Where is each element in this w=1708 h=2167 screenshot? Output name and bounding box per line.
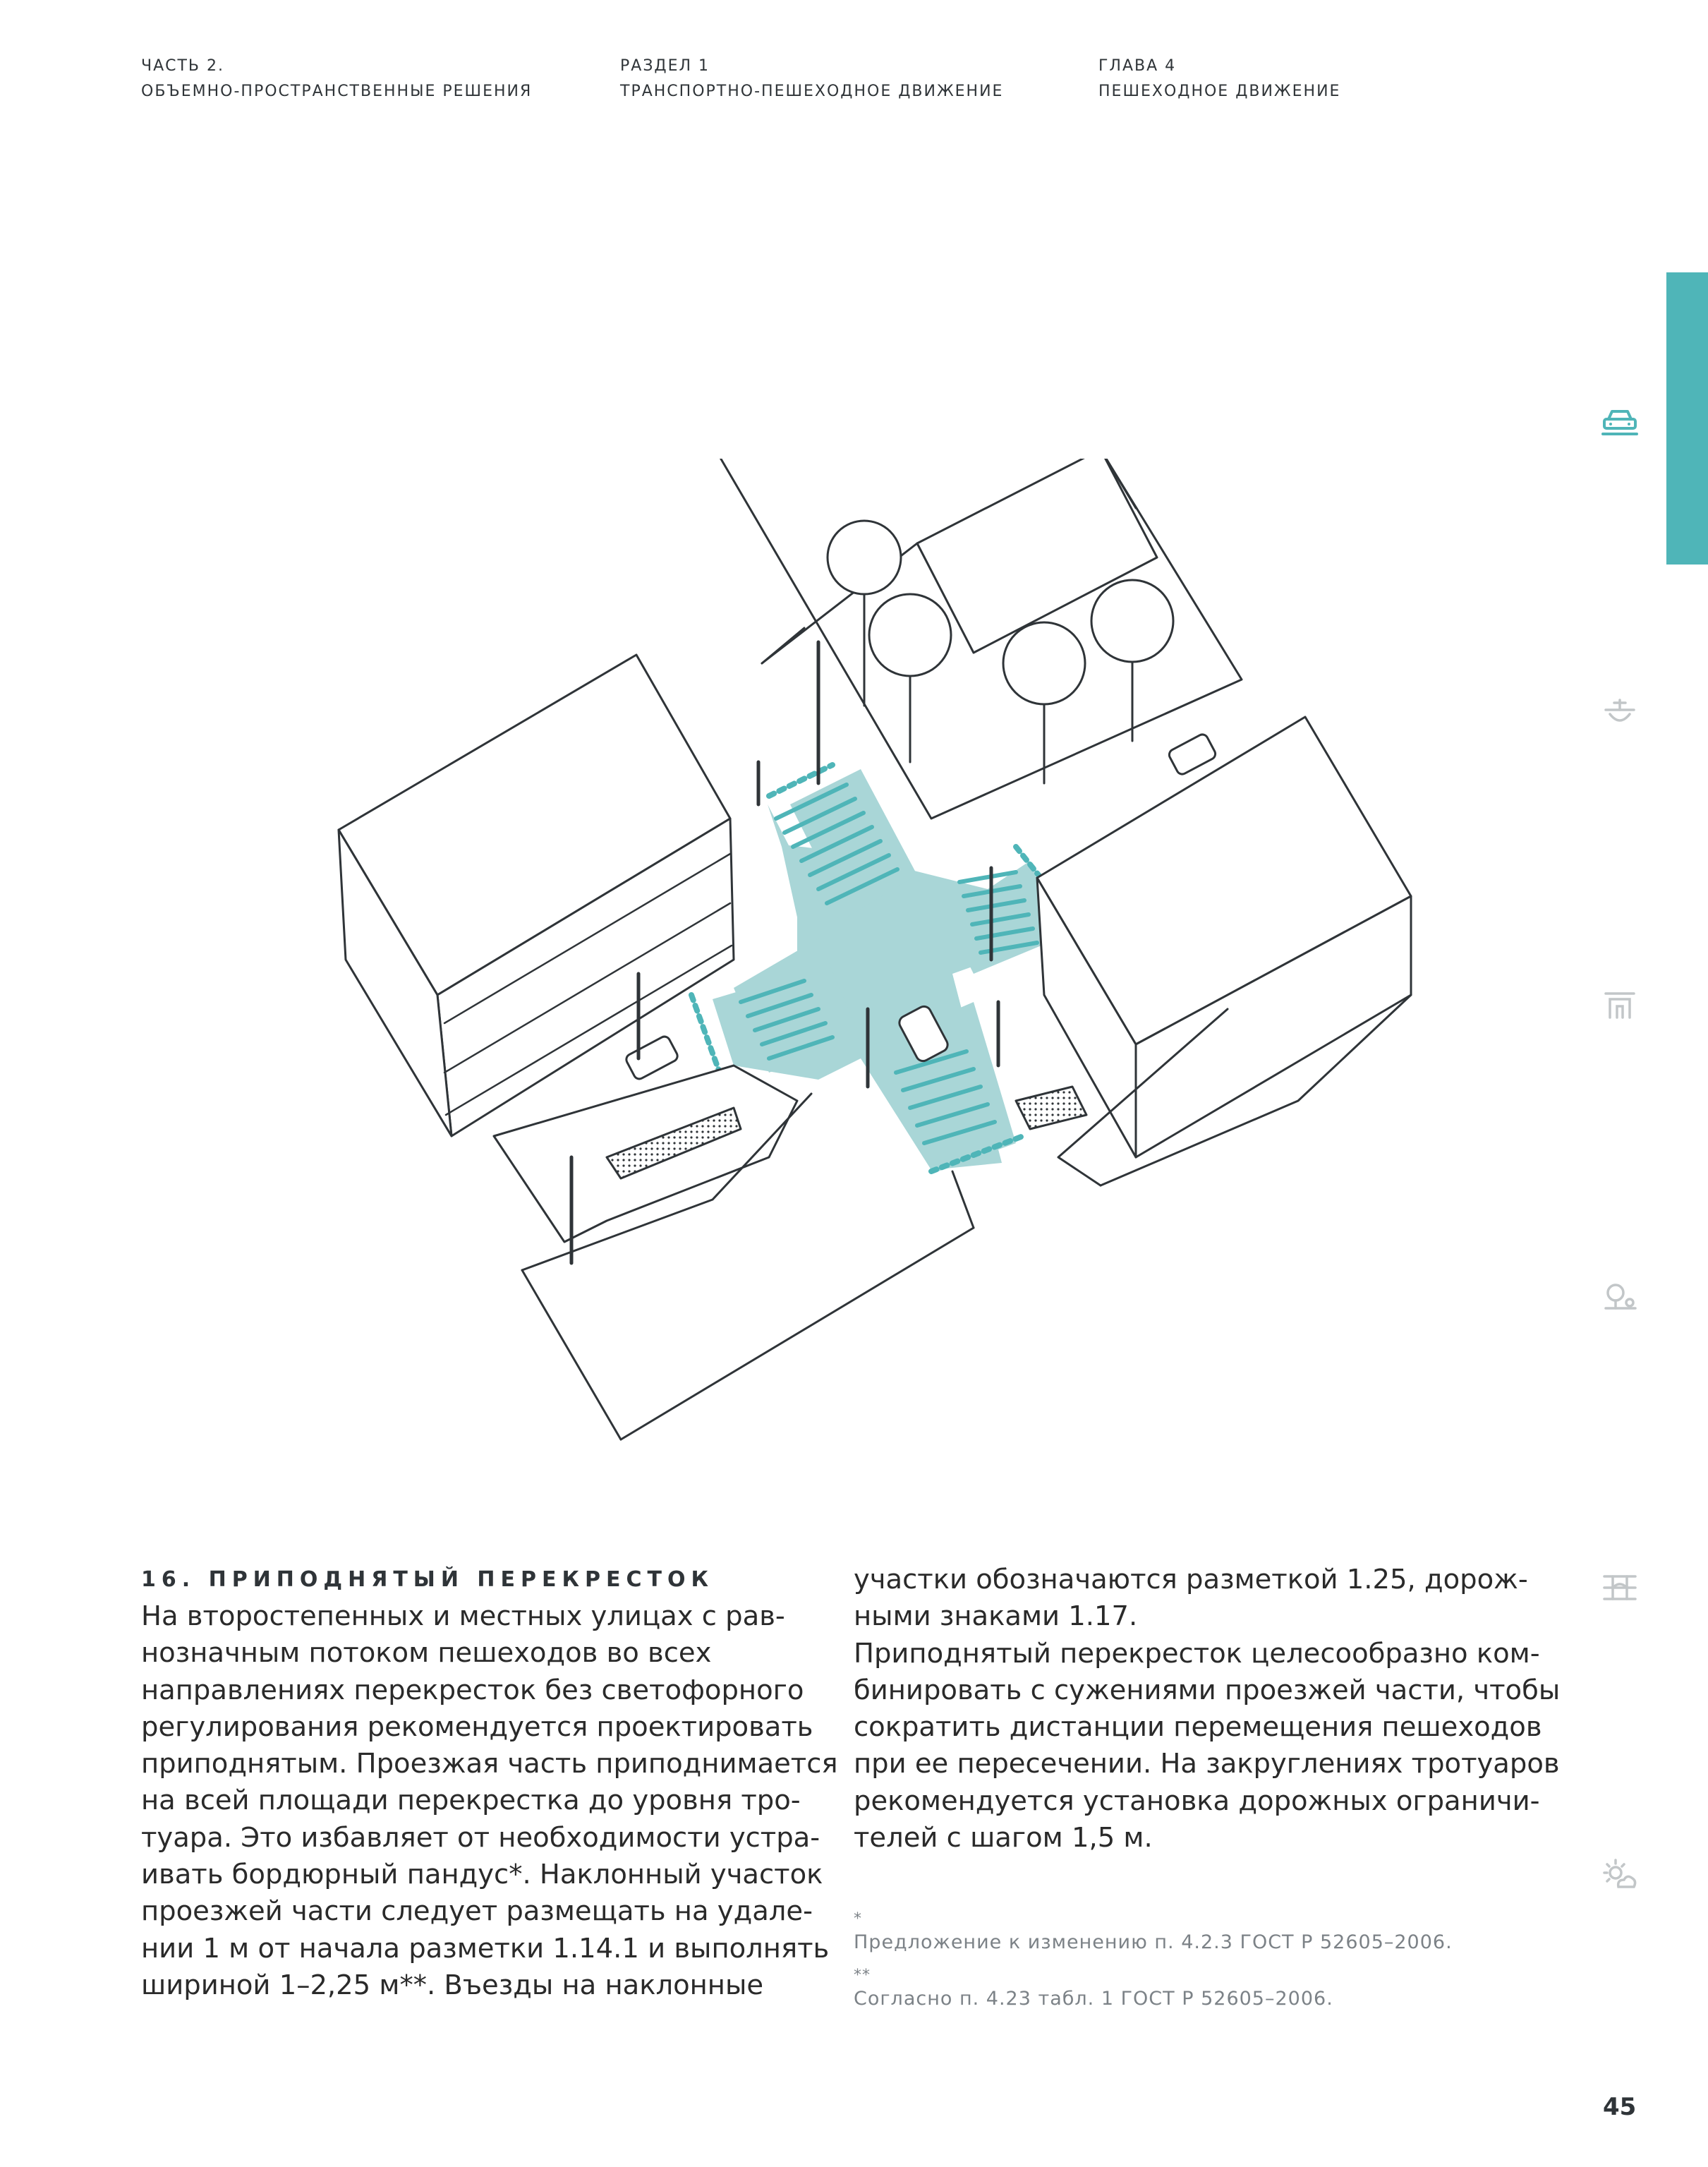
footnote-text: Предложение к изменению п. 4.2.3 ГОСТ Р 52605–2006. [854, 1931, 1453, 1953]
frame-icon[interactable] [1600, 985, 1640, 1025]
header-chapter-title: ПЕШЕХОДНОЕ ДВИЖЕНИЕ [1098, 83, 1341, 100]
header-part [141, 54, 532, 104]
text-line: бинировать с сужениями проезжей части, чтобы [854, 1674, 1561, 1706]
text-line: Приподнятый перекресток целесообразно ком- [854, 1637, 1540, 1670]
text-line: шириной 1–2,25 м**. Въезды на наклонные [141, 1969, 764, 2001]
text-line: приподнятым. Проезжая часть приподнимается [141, 1748, 838, 1780]
text-line: проезжей части следует размещать на удале- [141, 1895, 813, 1928]
text-line: при ее пересечении. На закруглениях тротуаров [854, 1748, 1560, 1780]
text-line: регулирования рекомендуется проектировать [141, 1710, 813, 1743]
text-line: сократить дистанции перемещения пешеходов [854, 1711, 1542, 1744]
footnotes [854, 1910, 1453, 2023]
header-chapter [1098, 54, 1340, 104]
text-line: туара. Это избавляет от необходимости устра- [141, 1821, 820, 1854]
text-line: на всей площади перекрестка до уровня тро- [141, 1785, 801, 1817]
header-section-title: ТРАНСПОРТНО-ПЕШЕХОДНОЕ ДВИЖЕНИЕ [620, 83, 1004, 100]
car-icon[interactable] [1600, 401, 1640, 440]
bridge-icon[interactable] [1600, 1567, 1640, 1606]
raised-intersection-illustration [332, 459, 1418, 1454]
text-line: направлениях перекресток без светофорного [141, 1674, 804, 1706]
text-line: нии 1 м от начала разметки 1.14.1 и выполнять [141, 1932, 830, 1964]
text-line: ными знаками 1.17. [854, 1600, 1138, 1633]
text-line: нозначным потоком пешеходов во всех [141, 1637, 712, 1670]
paragraph-right [854, 1562, 1561, 1857]
text-line: На второстепенных и местных улицах с рав- [141, 1600, 785, 1632]
text-line: рекомендуется установка дорожных ограничи- [854, 1785, 1540, 1817]
underground-crossing-icon[interactable] [1600, 693, 1640, 732]
text-column-left [141, 1562, 840, 2004]
header-section-number: РАЗДЕЛ 1 [620, 57, 710, 75]
header-section [620, 54, 1003, 104]
text-line: участки обозначаются разметкой 1.25, дорож- [854, 1564, 1528, 1595]
text-line: ивать бордюрный пандус*. Наклонный участок [141, 1859, 823, 1891]
footnote-text: Согласно п. 4.23 табл. 1 ГОСТ Р 52605–2006. [854, 1988, 1333, 2010]
text-column-right [854, 1562, 1561, 1857]
page-number: 45 [1603, 2093, 1637, 2121]
text-line: телей с шагом 1,5 м. [854, 1822, 1153, 1854]
header-part-number: ЧАСТЬ 2. [141, 57, 225, 75]
header-part-title: ОБЪЕМНО-ПРОСТРАНСТВЕННЫЕ РЕШЕНИЯ [141, 83, 533, 100]
paragraph-left [141, 1598, 840, 2004]
header-chapter-number: ГЛАВА 4 [1098, 57, 1177, 75]
weather-icon[interactable] [1600, 1856, 1640, 1895]
scooter-icon[interactable] [1600, 1276, 1640, 1315]
footnote-mark: * [854, 1910, 862, 1928]
section-heading: 16. ПРИПОДНЯТЫЙ ПЕРЕКРЕСТОК [141, 1567, 715, 1592]
footnote-mark: ** [854, 1967, 871, 1984]
section-tab-marker [1666, 272, 1708, 565]
